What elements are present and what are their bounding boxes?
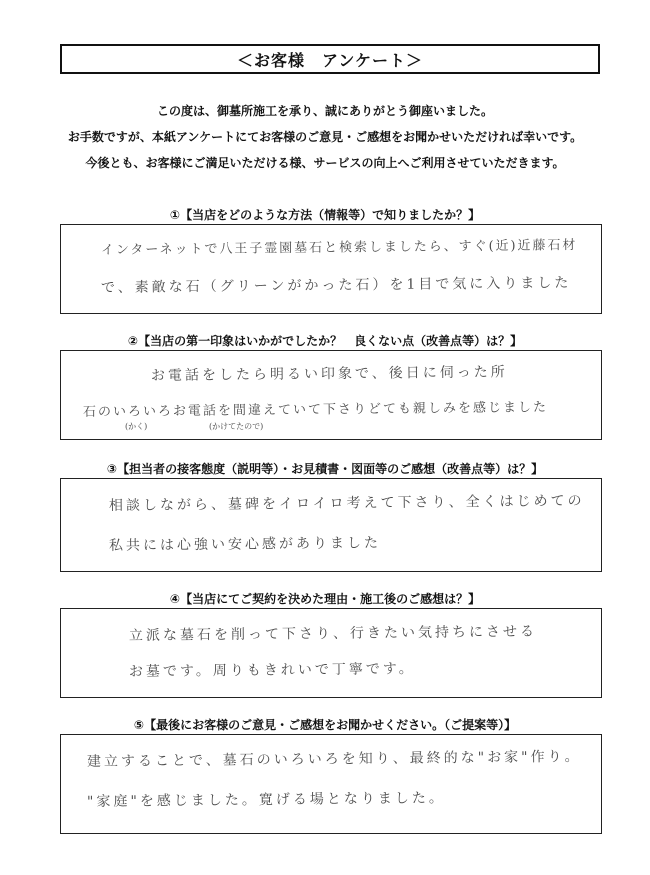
answer-5-line-2: "家庭"を感じました。寛げる場となりました。 bbox=[86, 790, 446, 810]
answer-2-note-1: (かく) bbox=[125, 422, 148, 431]
answer-5-box bbox=[60, 734, 602, 834]
question-1-heading: ①【当店をどのような方法（情報等）で知りましたか？】 bbox=[169, 208, 481, 222]
answer-4-line-2: お墓です。周りもきれいで丁寧です。 bbox=[128, 660, 416, 680]
answer-1-line-1: インターネットで八王子霊園墓石と検索しましたら、すぐ(近)近藤石材 bbox=[100, 238, 578, 258]
question-5-heading: ⑤【最後にお客様のご意見・ご感想をお聞かせください。（ご提案等）】 bbox=[133, 718, 517, 732]
survey-title: ＜お客様 アンケート＞ bbox=[236, 50, 424, 70]
question-2-heading: ②【当店の第一印象はいかがでしたか？ 良くない点（改善点等）は？】 bbox=[127, 334, 523, 348]
intro-line-2: お手数ですが、本紙アンケートにてお客様のご意見・ご感想をお聞かせいただければ幸いです。 bbox=[67, 130, 583, 144]
question-3-heading: ③【担当者の接客態度（説明等）・お見積書・図面等のご感想（改善点等）は？】 bbox=[106, 462, 544, 476]
answer-1-box bbox=[60, 224, 602, 314]
answer-3-line-2: 私共には心強い安心感がありました bbox=[108, 535, 382, 554]
question-4-heading: ④【当店にてご契約を決めた理由・施工後のご感想は？】 bbox=[169, 592, 481, 606]
answer-2-line-2: 石のいろいろお電話を間違えていて下さりどても親しみを感じました bbox=[82, 400, 549, 420]
answer-4-line-1: 立派な墓石を削って下さり、行きたい気持ちにさせる bbox=[128, 623, 538, 644]
answer-2-line-1: お電話をしたら明るい印象で、後日に伺った所 bbox=[150, 364, 508, 384]
answer-1-line-2: で、素敵な石（グリーンがかった石）を1目で気に入りました bbox=[100, 275, 572, 296]
answer-5-line-1: 建立することで、墓石のいろいろを知り、最終的な"お家"作り。 bbox=[86, 748, 582, 770]
answer-3-box bbox=[60, 478, 602, 572]
answer-4-box bbox=[60, 608, 602, 698]
answer-2-box bbox=[60, 350, 602, 440]
intro-line-3: 今後とも、お客様にご満足いただける様、サービスの向上へご利用させていただきます。 bbox=[85, 156, 565, 170]
answer-3-line-1: 相談しながら、墓碑をイロイロ考えて下さり、全くはじめての bbox=[108, 493, 585, 514]
survey-title-box bbox=[60, 44, 600, 74]
intro-line-1: この度は、御墓所施工を承り、誠にありがとう御座いました。 bbox=[156, 104, 493, 118]
intro-text bbox=[40, 98, 610, 176]
answer-2-note-2: (かけてたので) bbox=[209, 422, 264, 431]
